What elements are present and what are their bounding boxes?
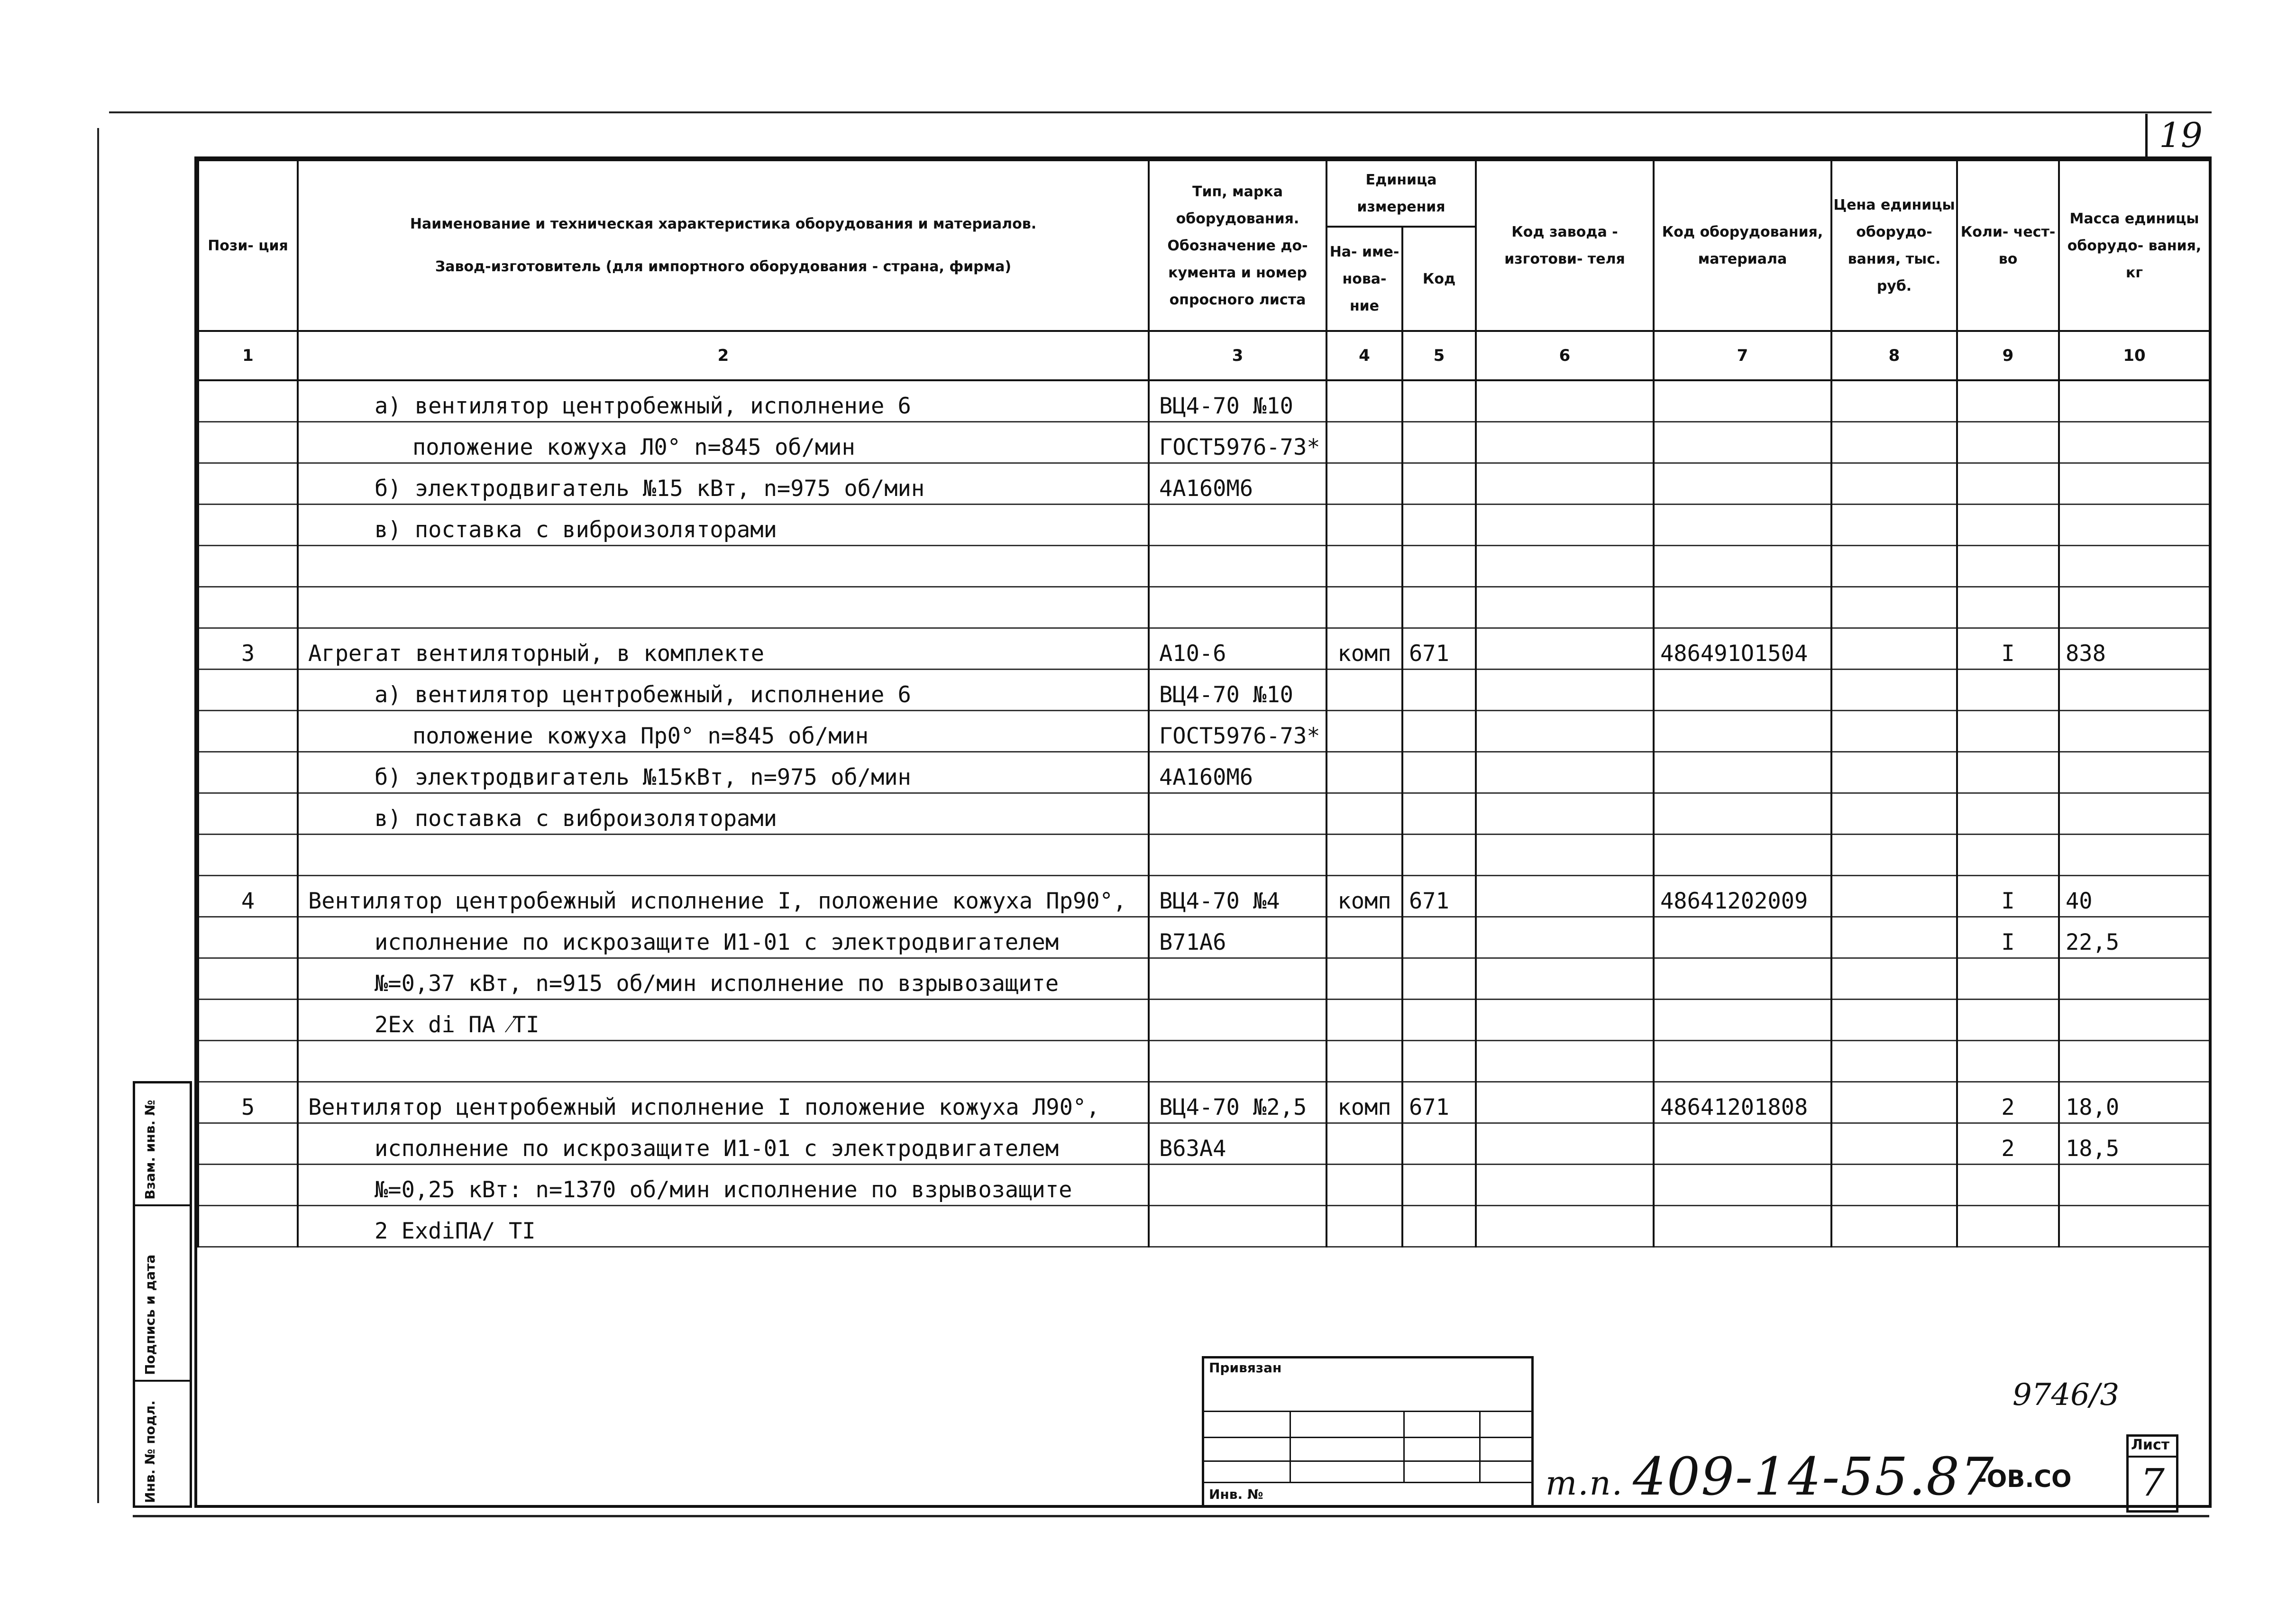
row-type: ВЦ4-70 №10 xyxy=(1149,380,1326,422)
header-mass: Масса единицы оборудо- вания, кг xyxy=(2059,160,2210,331)
row-maker-code xyxy=(1476,380,1654,422)
row-unit-code xyxy=(1402,504,1476,545)
row-mass xyxy=(2059,793,2210,834)
row-equipment-code xyxy=(1654,834,1831,875)
row-quantity xyxy=(1957,1205,2059,1247)
row-unit-code xyxy=(1402,669,1476,710)
table-row xyxy=(198,1164,2210,1205)
row-price xyxy=(1831,917,1957,958)
row-quantity: 2 xyxy=(1957,1082,2059,1123)
row-equipment-code xyxy=(1654,752,1831,793)
document-suffix: -ОВ.СО xyxy=(1977,1465,2072,1493)
header-col-number: 8 xyxy=(1831,331,1957,380)
header-col-number: 3 xyxy=(1149,331,1326,380)
row-mass xyxy=(2059,504,2210,545)
row-type: ГОСТ5976-73* xyxy=(1149,422,1326,463)
table-row xyxy=(198,1205,2210,1247)
row-position xyxy=(198,1040,298,1082)
row-mass: 18,0 xyxy=(2059,1082,2210,1123)
row-price xyxy=(1831,669,1957,710)
row-unit-name xyxy=(1326,1205,1402,1247)
side-strip-divider xyxy=(133,1380,192,1382)
row-maker-code xyxy=(1476,669,1654,710)
header-col-number: 2 xyxy=(298,331,1149,380)
row-position xyxy=(198,710,298,752)
row-mass xyxy=(2059,999,2210,1040)
row-equipment-code xyxy=(1654,710,1831,752)
row-maker-code xyxy=(1476,958,1654,999)
row-equipment-code xyxy=(1654,999,1831,1040)
row-equipment-code: 48641201808 xyxy=(1654,1082,1831,1123)
specification-table xyxy=(197,159,2211,1248)
row-equipment-code xyxy=(1654,504,1831,545)
row-position: 4 xyxy=(198,875,298,917)
table-row xyxy=(198,917,2210,958)
row-unit-code xyxy=(1402,1205,1476,1247)
row-equipment-code xyxy=(1654,958,1831,999)
stamp-inventory-label: Инв. № xyxy=(1209,1486,1263,1502)
header-equipment-code: Код оборудования, материала xyxy=(1654,160,1831,331)
row-type xyxy=(1149,504,1326,545)
stamp-line xyxy=(1202,1437,1534,1438)
row-maker-code xyxy=(1476,917,1654,958)
row-unit-code xyxy=(1402,1123,1476,1164)
row-name: №=0,25 кВт: n=1370 об/мин исполнение по взрывозащите xyxy=(298,1164,1149,1205)
row-quantity xyxy=(1957,1164,2059,1205)
corner-sheet-number: 19 xyxy=(2145,114,2214,156)
row-unit-name xyxy=(1326,917,1402,958)
row-name xyxy=(298,587,1149,628)
header-name xyxy=(298,160,1149,331)
row-price xyxy=(1831,504,1957,545)
row-unit-code xyxy=(1402,917,1476,958)
table-row xyxy=(198,834,2210,875)
row-mass xyxy=(2059,1040,2210,1082)
document-prefix: т.п. xyxy=(1546,1464,1623,1503)
header-unit-group: Единица измерения xyxy=(1326,160,1476,227)
row-position xyxy=(198,669,298,710)
row-equipment-code xyxy=(1654,545,1831,587)
row-maker-code xyxy=(1476,422,1654,463)
row-price xyxy=(1831,999,1957,1040)
row-name xyxy=(298,834,1149,875)
row-unit-name xyxy=(1326,958,1402,999)
row-unit-name: комп xyxy=(1326,1082,1402,1123)
row-unit-code: 671 xyxy=(1402,1082,1476,1123)
header-col-number: 9 xyxy=(1957,331,2059,380)
header-maker-code: Код завода - изготови- теля xyxy=(1476,160,1654,331)
row-equipment-code: 486491О1504 xyxy=(1654,628,1831,669)
row-maker-code xyxy=(1476,504,1654,545)
row-maker-code xyxy=(1476,1040,1654,1082)
table-body xyxy=(198,380,2210,1247)
table-row xyxy=(198,999,2210,1040)
row-type xyxy=(1149,1205,1326,1247)
row-equipment-code xyxy=(1654,587,1831,628)
sheet-label: Лист xyxy=(2131,1437,2170,1453)
row-name: исполнение по искрозащите И1-01 с электродвигателем xyxy=(298,917,1149,958)
row-price xyxy=(1831,1123,1957,1164)
table-row xyxy=(198,587,2210,628)
row-unit-code xyxy=(1402,958,1476,999)
row-position xyxy=(198,917,298,958)
left-border-line xyxy=(97,128,99,1503)
row-position xyxy=(198,1205,298,1247)
row-mass xyxy=(2059,380,2210,422)
header-name-line1: Наименование и техническая характеристика оборудования и материалов. xyxy=(410,216,1037,232)
row-unit-name xyxy=(1326,587,1402,628)
row-unit-code xyxy=(1402,1164,1476,1205)
row-position xyxy=(198,380,298,422)
row-mass xyxy=(2059,545,2210,587)
row-quantity xyxy=(1957,793,2059,834)
table-row xyxy=(198,793,2210,834)
row-unit-name xyxy=(1326,422,1402,463)
row-mass: 838 xyxy=(2059,628,2210,669)
row-maker-code xyxy=(1476,834,1654,875)
header-quantity: Коли- чест- во xyxy=(1957,160,2059,331)
row-quantity xyxy=(1957,834,2059,875)
row-type: ВЦ4-70 №2,5 xyxy=(1149,1082,1326,1123)
table-row xyxy=(198,1040,2210,1082)
stamp-divider xyxy=(1479,1411,1481,1482)
row-name: а) вентилятор центробежный, исполнение 6 xyxy=(298,380,1149,422)
stamp-divider xyxy=(1403,1411,1405,1482)
row-price xyxy=(1831,752,1957,793)
stamp-line xyxy=(1202,1411,1534,1412)
binding-stamp xyxy=(1202,1356,1534,1508)
row-unit-name xyxy=(1326,380,1402,422)
archive-number: 9746/3 xyxy=(2012,1377,2120,1413)
row-price xyxy=(1831,958,1957,999)
row-price xyxy=(1831,628,1957,669)
row-type: 4А160М6 xyxy=(1149,463,1326,504)
side-strip-divider xyxy=(133,1204,192,1206)
table-row xyxy=(198,958,2210,999)
row-position: 3 xyxy=(198,628,298,669)
row-price xyxy=(1831,1082,1957,1123)
table-row xyxy=(198,710,2210,752)
row-maker-code xyxy=(1476,628,1654,669)
row-name: 2Ex di ПА ⁄ТI xyxy=(298,999,1149,1040)
table-row xyxy=(198,1123,2210,1164)
row-quantity xyxy=(1957,380,2059,422)
row-type: А10-6 xyxy=(1149,628,1326,669)
row-type xyxy=(1149,999,1326,1040)
row-position xyxy=(198,834,298,875)
row-quantity: I xyxy=(1957,875,2059,917)
document-number: 409-14-55.87 xyxy=(1632,1446,1995,1507)
row-unit-name: комп xyxy=(1326,875,1402,917)
top-border-line xyxy=(109,111,2212,113)
row-position xyxy=(198,999,298,1040)
header-price: Цена единицы оборудо- вания, тыс. руб. xyxy=(1831,160,1957,331)
row-position xyxy=(198,587,298,628)
row-type xyxy=(1149,545,1326,587)
row-unit-code xyxy=(1402,793,1476,834)
row-name: №=0,37 кВт, n=915 об/мин исполнение по взрывозащите xyxy=(298,958,1149,999)
row-maker-code xyxy=(1476,545,1654,587)
row-type xyxy=(1149,1164,1326,1205)
row-price xyxy=(1831,587,1957,628)
row-position xyxy=(198,752,298,793)
table-row xyxy=(198,380,2210,422)
row-price xyxy=(1831,1164,1957,1205)
row-position xyxy=(198,504,298,545)
row-quantity xyxy=(1957,958,2059,999)
table-row xyxy=(198,752,2210,793)
row-equipment-code xyxy=(1654,463,1831,504)
row-mass: 18,5 xyxy=(2059,1123,2210,1164)
header-unit-code: Код xyxy=(1402,227,1476,331)
row-type: ГОСТ5976-73* xyxy=(1149,710,1326,752)
header-type: Тип, марка оборудования. Обозначение до- кумента и номер опросного листа xyxy=(1149,160,1326,331)
bottom-border-line xyxy=(133,1515,2209,1517)
row-mass xyxy=(2059,710,2210,752)
table-row xyxy=(198,628,2210,669)
row-equipment-code xyxy=(1654,1164,1831,1205)
row-position xyxy=(198,463,298,504)
table-row xyxy=(198,875,2210,917)
row-mass xyxy=(2059,669,2210,710)
row-name: а) вентилятор центробежный, исполнение 6 xyxy=(298,669,1149,710)
row-mass: 40 xyxy=(2059,875,2210,917)
row-name: 2 ExdiПА/ ТI xyxy=(298,1205,1149,1247)
row-type xyxy=(1149,958,1326,999)
document-code xyxy=(1546,1446,1994,1507)
row-price xyxy=(1831,1040,1957,1082)
row-maker-code xyxy=(1476,875,1654,917)
row-equipment-code xyxy=(1654,669,1831,710)
row-price xyxy=(1831,380,1957,422)
row-position xyxy=(198,958,298,999)
row-position xyxy=(198,1164,298,1205)
row-unit-code xyxy=(1402,587,1476,628)
row-unit-name xyxy=(1326,834,1402,875)
row-unit-name xyxy=(1326,545,1402,587)
row-position: 5 xyxy=(198,1082,298,1123)
row-unit-name xyxy=(1326,710,1402,752)
row-maker-code xyxy=(1476,1123,1654,1164)
row-maker-code xyxy=(1476,1164,1654,1205)
sheet-number: 7 xyxy=(2140,1460,2165,1505)
table-row xyxy=(198,545,2210,587)
row-unit-name xyxy=(1326,793,1402,834)
row-unit-code xyxy=(1402,545,1476,587)
row-maker-code xyxy=(1476,1082,1654,1123)
stamp-line xyxy=(1202,1460,1534,1462)
row-maker-code xyxy=(1476,587,1654,628)
row-unit-name xyxy=(1326,752,1402,793)
row-quantity xyxy=(1957,1040,2059,1082)
row-mass xyxy=(2059,834,2210,875)
row-price xyxy=(1831,834,1957,875)
row-type: 4А160М6 xyxy=(1149,752,1326,793)
side-label-inv-podl: Инв. № подл. xyxy=(142,1400,158,1503)
row-price xyxy=(1831,1205,1957,1247)
row-price xyxy=(1831,875,1957,917)
row-unit-code: 671 xyxy=(1402,628,1476,669)
row-mass xyxy=(2059,587,2210,628)
row-price xyxy=(1831,422,1957,463)
header-name-line2: Завод-изготовитель (для импортного оборудования - страна, фирма) xyxy=(435,258,1012,275)
row-unit-code xyxy=(1402,380,1476,422)
table-header xyxy=(198,160,2210,380)
row-equipment-code xyxy=(1654,1205,1831,1247)
row-unit-name xyxy=(1326,1164,1402,1205)
row-price xyxy=(1831,710,1957,752)
row-unit-code xyxy=(1402,752,1476,793)
row-position xyxy=(198,545,298,587)
row-unit-name xyxy=(1326,669,1402,710)
row-unit-name xyxy=(1326,1123,1402,1164)
row-name: исполнение по искрозащите И1-01 с электродвигателем xyxy=(298,1123,1149,1164)
table-row xyxy=(198,463,2210,504)
row-unit-name: комп xyxy=(1326,628,1402,669)
table-row xyxy=(198,504,2210,545)
row-unit-code xyxy=(1402,1040,1476,1082)
header-col-number: 5 xyxy=(1402,331,1476,380)
row-position xyxy=(198,422,298,463)
row-type xyxy=(1149,1040,1326,1082)
row-name: в) поставка с виброизоляторами xyxy=(298,793,1149,834)
stamp-title: Привязан xyxy=(1209,1360,1282,1376)
row-unit-name xyxy=(1326,1040,1402,1082)
row-equipment-code: 48641202009 xyxy=(1654,875,1831,917)
row-quantity xyxy=(1957,587,2059,628)
row-price xyxy=(1831,463,1957,504)
row-quantity xyxy=(1957,422,2059,463)
side-signature-strip xyxy=(133,1081,192,1508)
row-name: в) поставка с виброизоляторами xyxy=(298,504,1149,545)
row-type xyxy=(1149,587,1326,628)
stamp-divider xyxy=(1290,1411,1291,1482)
row-mass xyxy=(2059,463,2210,504)
stamp-line xyxy=(1202,1482,1534,1483)
row-mass xyxy=(2059,958,2210,999)
row-maker-code xyxy=(1476,1205,1654,1247)
row-quantity: I xyxy=(1957,917,2059,958)
table-row xyxy=(198,669,2210,710)
row-quantity: I xyxy=(1957,628,2059,669)
row-unit-name xyxy=(1326,463,1402,504)
row-mass xyxy=(2059,1205,2210,1247)
row-unit-code xyxy=(1402,710,1476,752)
row-price xyxy=(1831,545,1957,587)
row-unit-code xyxy=(1402,422,1476,463)
table-row xyxy=(198,422,2210,463)
row-equipment-code xyxy=(1654,917,1831,958)
row-maker-code xyxy=(1476,752,1654,793)
row-type: ВЦ4-70 №10 xyxy=(1149,669,1326,710)
row-name: Вентилятор центробежный исполнение I, положение кожуха Пр90°, xyxy=(298,875,1149,917)
row-name: б) электродвигатель №15 кВт, n=975 об/мин xyxy=(298,463,1149,504)
row-name xyxy=(298,1040,1149,1082)
row-maker-code xyxy=(1476,463,1654,504)
header-unit-name: На- име- нова- ние xyxy=(1326,227,1402,331)
row-mass: 22,5 xyxy=(2059,917,2210,958)
row-type: ВЦ4-70 №4 xyxy=(1149,875,1326,917)
row-unit-code xyxy=(1402,834,1476,875)
sheet-number-divider xyxy=(2126,1456,2178,1458)
row-quantity xyxy=(1957,545,2059,587)
side-label-vzam-inv: Взам. инв. № xyxy=(142,1100,158,1200)
row-price xyxy=(1831,793,1957,834)
row-equipment-code xyxy=(1654,422,1831,463)
row-unit-code xyxy=(1402,999,1476,1040)
table-row xyxy=(198,1082,2210,1123)
row-mass xyxy=(2059,752,2210,793)
row-maker-code xyxy=(1476,793,1654,834)
header-col-number: 4 xyxy=(1326,331,1402,380)
row-equipment-code xyxy=(1654,1123,1831,1164)
row-position xyxy=(198,1123,298,1164)
row-name xyxy=(298,545,1149,587)
row-unit-code: 671 xyxy=(1402,875,1476,917)
header-col-number: 1 xyxy=(198,331,298,380)
row-mass xyxy=(2059,422,2210,463)
row-equipment-code xyxy=(1654,793,1831,834)
row-quantity xyxy=(1957,504,2059,545)
row-unit-name xyxy=(1326,504,1402,545)
row-quantity xyxy=(1957,463,2059,504)
row-type: В63А4 xyxy=(1149,1123,1326,1164)
row-name: Агрегат вентиляторный, в комплекте xyxy=(298,628,1149,669)
row-name: положение кожуха Пр0° n=845 об/мин xyxy=(298,710,1149,752)
row-position xyxy=(198,793,298,834)
row-maker-code xyxy=(1476,710,1654,752)
header-col-number: 7 xyxy=(1654,331,1831,380)
header-position: Пози- ция xyxy=(198,160,298,331)
row-quantity xyxy=(1957,752,2059,793)
row-quantity xyxy=(1957,710,2059,752)
row-name: Вентилятор центробежный исполнение I положение кожуха Л90°, xyxy=(298,1082,1149,1123)
row-quantity xyxy=(1957,669,2059,710)
row-type xyxy=(1149,793,1326,834)
row-quantity xyxy=(1957,999,2059,1040)
header-col-number: 6 xyxy=(1476,331,1654,380)
header-number-row xyxy=(198,331,2210,380)
row-type xyxy=(1149,834,1326,875)
row-equipment-code xyxy=(1654,1040,1831,1082)
row-type: В71А6 xyxy=(1149,917,1326,958)
row-unit-name xyxy=(1326,999,1402,1040)
row-mass xyxy=(2059,1164,2210,1205)
row-unit-code xyxy=(1402,463,1476,504)
row-name: положение кожуха Л0° n=845 об/мин xyxy=(298,422,1149,463)
side-label-signature-date: Подпись и дата xyxy=(142,1254,158,1375)
row-equipment-code xyxy=(1654,380,1831,422)
row-name: б) электродвигатель №15кВт, n=975 об/мин xyxy=(298,752,1149,793)
row-maker-code xyxy=(1476,999,1654,1040)
row-quantity: 2 xyxy=(1957,1123,2059,1164)
header-col-number: 10 xyxy=(2059,331,2210,380)
